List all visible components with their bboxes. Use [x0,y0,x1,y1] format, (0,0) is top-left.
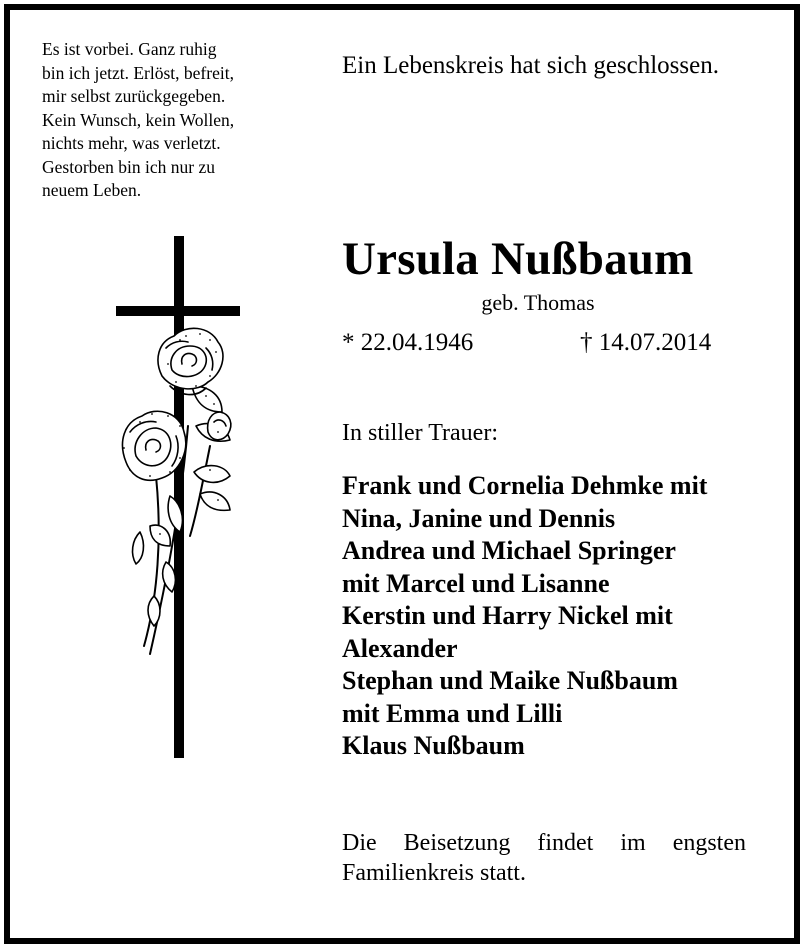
funeral-line [342,828,746,858]
funeral-word: findet [537,830,594,856]
family-line: Andrea und Michael Springer [342,536,676,565]
rose-leaf [150,525,170,546]
rose-blossom [158,328,223,389]
funeral-word: Beisetzung [403,830,511,856]
maiden-name: geb. Thomas [481,290,595,315]
family-line: Nina, Janine und Dennis [342,503,616,533]
headline: Ein Lebenskreis hat sich geschlossen. [342,52,719,79]
funeral-note [342,828,746,888]
cross-horizontal-beam [116,306,240,316]
poem-line: Es ist vorbei. Ganz ruhig [42,39,217,59]
family-line: Frank und Cornelia Dehmke mit [342,471,708,500]
birth-date: * 22.04.1946 [342,329,474,356]
rose-leaf [194,466,230,483]
rose-bud [208,412,231,440]
rose-leaf [200,492,230,510]
rose-leaf [133,532,144,564]
family-line: Klaus Nußbaum [342,731,525,760]
poem-line: Gestorben bin ich nur zu [42,156,216,177]
family-list [342,470,707,763]
funeral-word: engsten [672,830,746,856]
family-line: mit Marcel und Lisanne [342,568,610,598]
poem-line: Kein Wunsch, kein Wollen, [42,109,235,130]
poem [42,38,312,203]
mourning-intro: In stiller Trauer: [342,420,498,446]
deceased-name: Ursula Nußbaum [342,233,694,285]
rose-stem [190,446,210,536]
family-line: Stephan und Maike Nußbaum [342,666,678,695]
death-date: † 14.07.2014 [580,329,712,356]
poem-line: bin ich jetzt. Erlöst, befreit, [42,62,234,83]
funeral-word: im [620,830,646,856]
poem-line: neuem Leben. [42,180,142,200]
funeral-line: Familienkreis statt. [342,860,526,886]
family-line: mit Emma und Lilli [342,698,563,728]
cross-with-roses-icon [110,236,246,758]
poem-line: mir selbst zurückgegeben. [42,86,226,106]
poem-line: nichts mehr, was verletzt. [42,133,221,153]
funeral-word: Die [342,830,377,856]
rose-leaf [192,386,222,412]
family-line: Kerstin und Harry Nickel mit [342,601,673,630]
family-line: Alexander [342,633,458,663]
